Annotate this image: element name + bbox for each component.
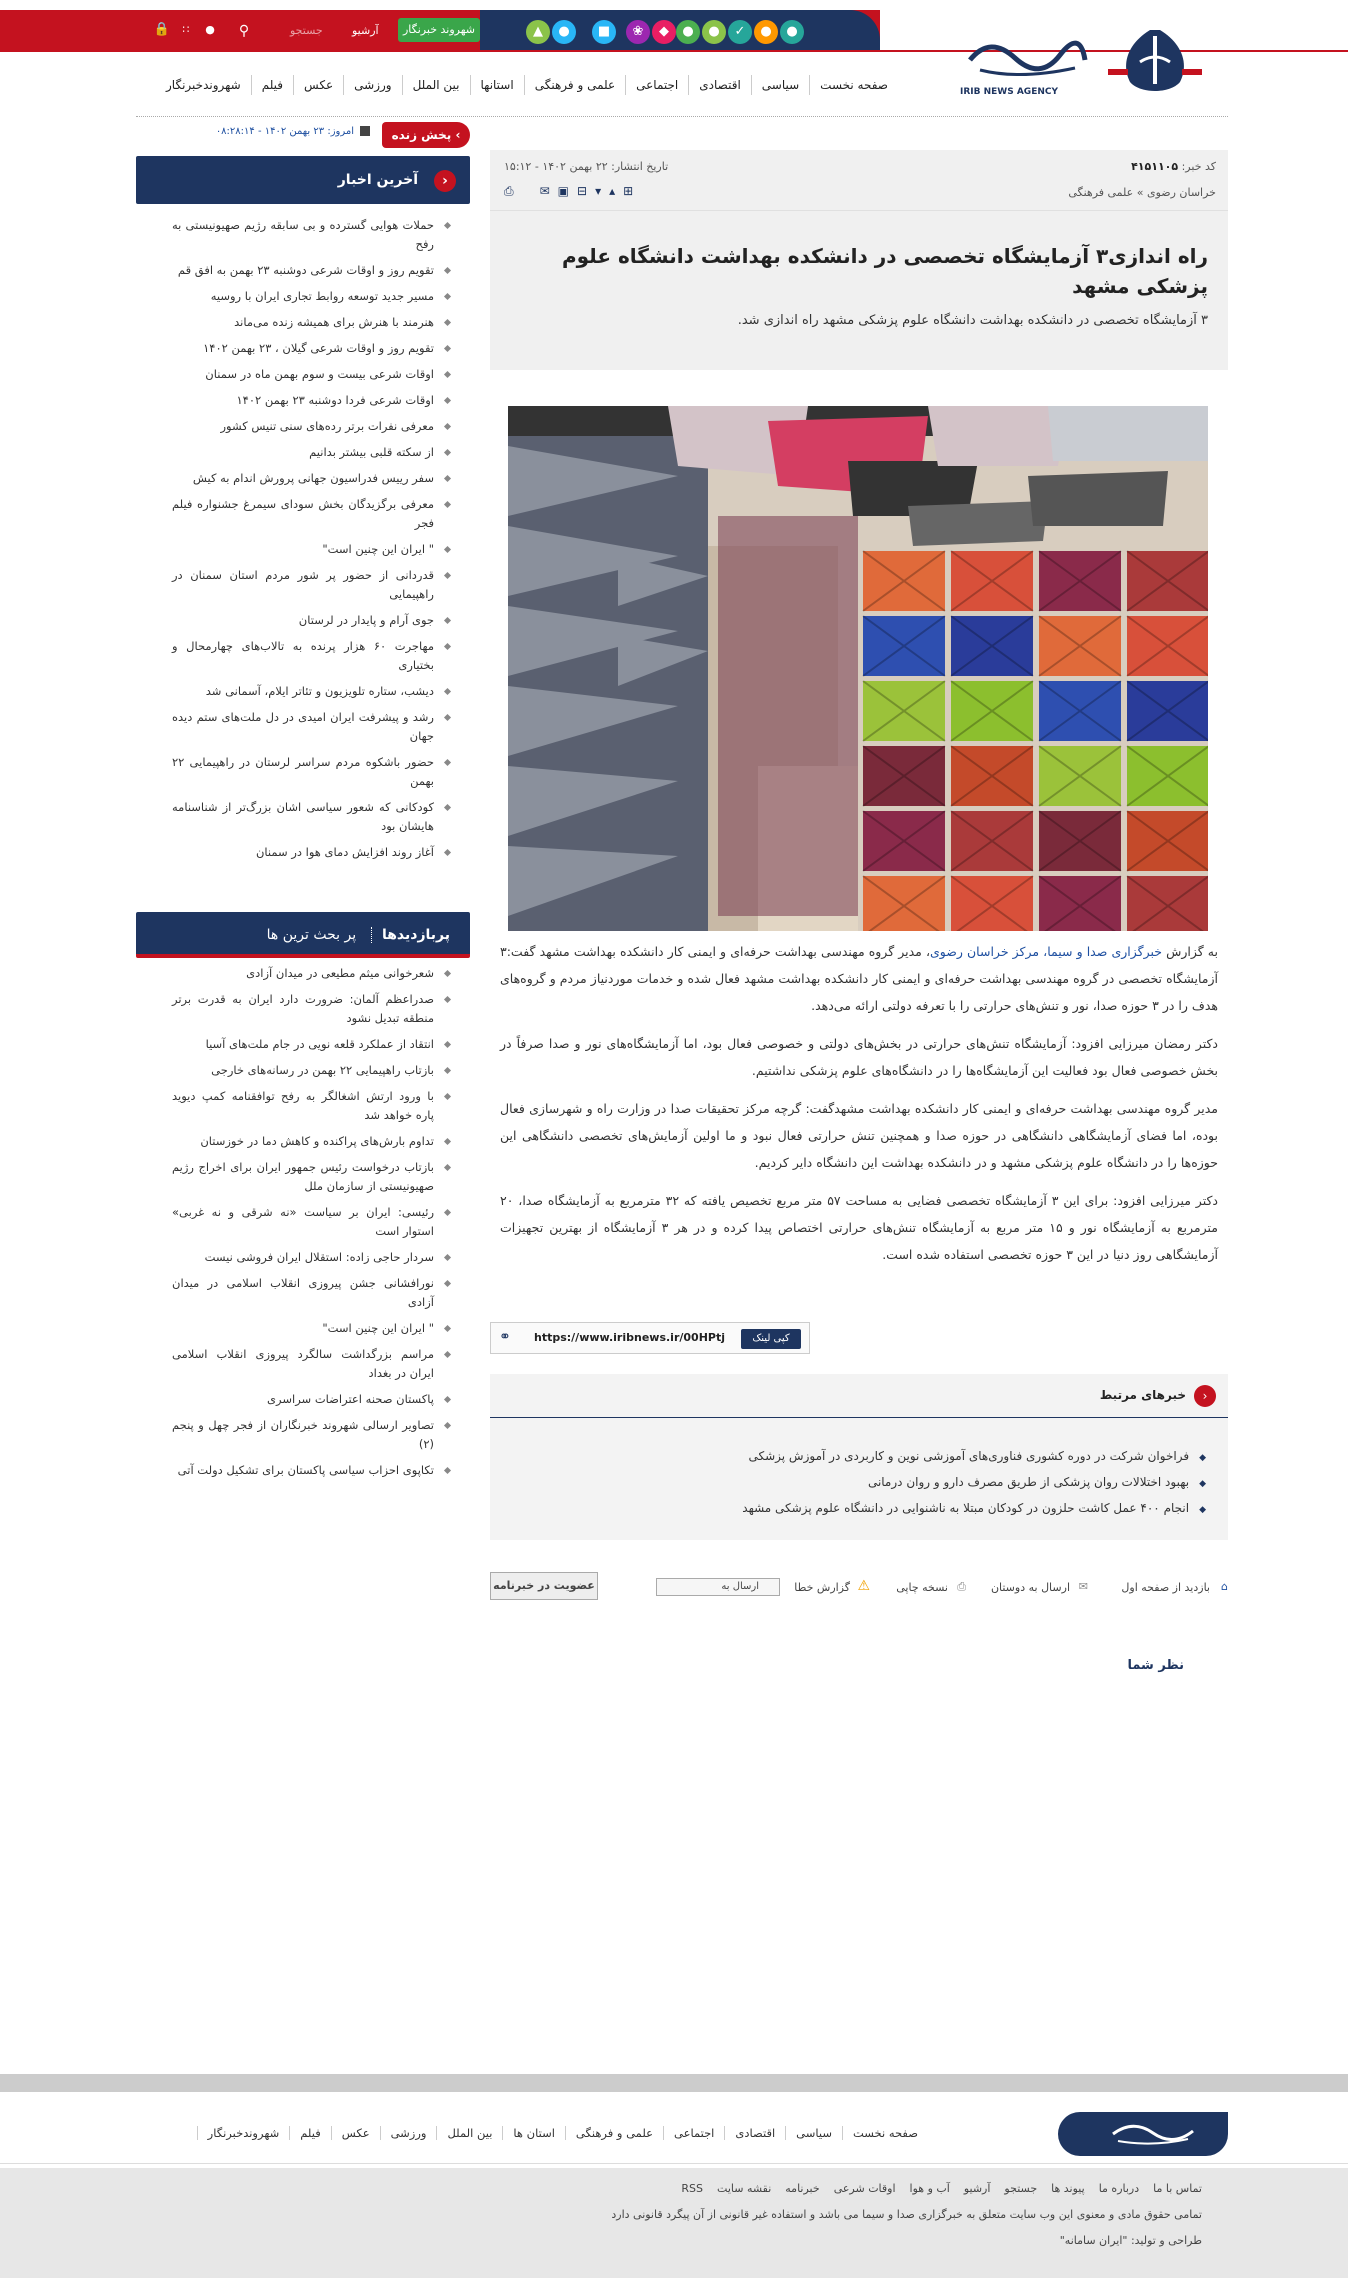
main-nav: [156, 72, 898, 98]
popular-item[interactable]: نورافشانی جشن پیروزی انقلاب اسلامی در میدان آزادی: [136, 1272, 470, 1317]
latest-news-item[interactable]: حضور باشکوه مردم سراسر لرستان در راهپیمایی ۲۲ بهمن: [136, 751, 470, 796]
footer-logo[interactable]: [1058, 2112, 1228, 2156]
latest-news-item[interactable]: مهاجرت ۶۰ هزار پرنده به تالاب‌های چهارمحال و بختیاری: [136, 635, 470, 680]
news-code: [1131, 160, 1216, 173]
archive-link[interactable]: آرشیو: [352, 24, 379, 37]
app-icon-6[interactable]: ✓: [728, 20, 752, 44]
related-item-text: فراخوان شرکت در دوره کشوری فناوری‌های آموزشی نوین و کاربردی در آموزش پزشکی: [748, 1449, 1190, 1463]
latest-news-item[interactable]: آغاز روند افزایش دمای هوا در سمنان: [136, 841, 470, 867]
send-friends-link[interactable]: ارسال به دوستان: [990, 1581, 1070, 1594]
print-icon[interactable]: ⎙: [504, 184, 514, 198]
share-label: ارسال به: [721, 1581, 759, 1592]
related-item[interactable]: [490, 1444, 1206, 1470]
latest-news-item[interactable]: مسیر جدید توسعه روابط تجاری ایران با روسیه: [136, 285, 470, 311]
font-increase-icon[interactable]: ⊞: [623, 184, 634, 198]
footer-nav-item[interactable]: ورزشی: [380, 2126, 437, 2140]
news-code-value: ۴۱۵۱۱۰۵: [1131, 160, 1179, 173]
popular-item[interactable]: پاکستان صحنه اعتراضات سراسری: [136, 1388, 470, 1414]
latest-news-item[interactable]: تقویم روز و اوقات شرعی گیلان ، ۲۳ بهمن ۱۴۰۲: [136, 337, 470, 363]
nav-science-culture[interactable]: علمی و فرهنگی: [524, 75, 625, 95]
footer-nav: [0, 2110, 1348, 2164]
report-error-link[interactable]: گزارش خطا: [794, 1581, 850, 1594]
related-item[interactable]: [490, 1496, 1206, 1522]
latest-news-item[interactable]: معرفی نفرات برتر رده‌های سنی تنیس کشور: [136, 415, 470, 441]
footer-link[interactable]: RSS: [681, 2182, 704, 2195]
popular-box: [136, 912, 470, 1485]
live-label: پخش زنده: [391, 128, 452, 142]
footer-nav-item[interactable]: علمی و فرهنگی: [565, 2126, 663, 2140]
android-icon[interactable]: ▲: [526, 20, 550, 44]
footer-nav-item[interactable]: عکس: [331, 2126, 380, 2140]
app-icon-5[interactable]: ●: [702, 20, 726, 44]
diamond-bullet-icon: ◆: [1199, 1479, 1206, 1489]
app-icon-7[interactable]: ●: [754, 20, 778, 44]
search-icon[interactable]: ⚲: [238, 23, 250, 39]
chevron-icon: ‹: [434, 170, 456, 192]
nav-social[interactable]: اجتماعی: [625, 75, 688, 95]
diamond-bullet-icon: ◆: [1199, 1453, 1206, 1463]
footer-top-band: [0, 2074, 1348, 2092]
latest-news-item[interactable]: دیشب، ستاره تلویزیون و تئاتر ایلام، آسمانی شد: [136, 680, 470, 706]
footer-link[interactable]: درباره ما: [1098, 2182, 1140, 2195]
send-friends-icon[interactable]: ✉: [1078, 1580, 1088, 1593]
date-bar: [150, 126, 370, 144]
latest-news-item[interactable]: اوقات شرعی فردا دوشنبه ۲۳ بهمن ۱۴۰۲: [136, 389, 470, 415]
citizen-reporter-button[interactable]: شهروند خبرنگار: [398, 18, 480, 42]
popular-item[interactable]: سردار حاجی زاده: استقلال ایران فروشی نیست: [136, 1246, 470, 1272]
short-link-box: [490, 1322, 810, 1354]
popular-item[interactable]: تصاویر ارسالی شهروند خبرنگاران از فجر چهل و پنجم (۲): [136, 1414, 470, 1459]
footer-bottom: [0, 2168, 1348, 2278]
tab-most-viewed[interactable]: پربازدیدها: [371, 927, 450, 943]
nav-international[interactable]: بین الملل: [402, 75, 470, 95]
latest-news-item[interactable]: معرفی برگزیدگان بخش سودای سیمرغ جشنواره فیلم فجر: [136, 493, 470, 538]
link-icon: ⚭: [499, 1329, 511, 1345]
brand-calligraphy-icon: [960, 30, 1090, 90]
p1-text: ، مدیر گروه مهندسی بهداشت حرفه‌ای و ایمنی کار دانشکده بهداشت مشهد گفت:۳ آزمایشگاه تخصصی در گروه مهندسی بهداشت حرفه‌ای و ایمنی کار دانشکده بهداشت مشهد فعال شده و خدمات موردنیاز مردم و گروه‌های هدف را در ۳ حوزه صدا، نور و تنش‌های حرارتی را با تعرفه دولتی ارائه می‌دهد.: [500, 944, 1218, 1013]
footer-rights: تمامی حقوق مادی و معنوی این وب سایت متعلق به خبرگزاری صدا و سیما می باشد و استفاده غیر قانونی از آن پیگرد قانونی دارد: [611, 2208, 1202, 2221]
footer-nav-links: [197, 2126, 928, 2140]
live-button[interactable]: [382, 122, 470, 148]
app-icon-3[interactable]: ◆: [652, 20, 676, 44]
latest-news-item[interactable]: جوی آرام و پایدار در لرستان: [136, 609, 470, 635]
chevron-left-icon: ‹: [455, 128, 461, 142]
footer-nav-item[interactable]: شهروندخبرنگار: [197, 2126, 290, 2140]
app-icon-4[interactable]: ●: [676, 20, 700, 44]
article-title: راه اندازی۳ آزمایشگاه تخصصی در دانشکده بهداشت دانشگاه علوم پزشکی مشهد: [561, 244, 1208, 298]
footer-logo-calligraphy-icon: [1108, 2119, 1198, 2149]
popular-item[interactable]: تکاپوی احزاب سیاسی پاکستان برای تشکیل دولت آتی: [136, 1459, 470, 1485]
warning-icon[interactable]: ⚠: [857, 1578, 870, 1594]
popular-item[interactable]: صدراعظم آلمان: ضرورت دارد ایران به قدرت برتر منطقه تبدیل نشود: [136, 988, 470, 1033]
newsletter-button[interactable]: عضویت در خبرنامه: [490, 1572, 598, 1600]
print-icon[interactable]: ⎙: [957, 1580, 966, 1593]
app-icon-1[interactable]: ■: [592, 20, 616, 44]
popular-item[interactable]: شعرخوانی میثم مطیعی در میدان آزادی: [136, 962, 470, 988]
popular-item[interactable]: " ایران این چنین است": [136, 1317, 470, 1343]
nav-video[interactable]: فیلم: [251, 75, 293, 95]
short-url[interactable]: https://www.iribnews.ir/00HPtj: [533, 1331, 725, 1344]
publish-date-label: تاریخ انتشار:: [611, 160, 669, 173]
related-item[interactable]: [490, 1470, 1206, 1496]
tab-most-discussed[interactable]: پر بحث ترین ها: [266, 927, 357, 943]
p1-prefix: به گزارش: [1166, 944, 1218, 959]
article-photo: [508, 406, 1208, 931]
side-tile-panel: [718, 516, 858, 916]
nav-home[interactable]: صفحه نخست: [809, 75, 898, 95]
footer-link[interactable]: پیوند ها: [1051, 2182, 1085, 2195]
footer-link[interactable]: خبرنامه: [785, 2182, 820, 2195]
popular-item[interactable]: بازتاب درخواست رئیس جمهور ایران برای اخراج رژیم صهیونیستی از سازمان ملل: [136, 1156, 470, 1201]
publish-date: [504, 160, 668, 173]
footer-links: [681, 2182, 1202, 2195]
related-header: [490, 1374, 1228, 1418]
footer-nav-item[interactable]: صفحه نخست: [842, 2126, 928, 2140]
latest-news-item[interactable]: سفر رییس فدراسیون جهانی پرورش اندام به کیش: [136, 467, 470, 493]
popular-item[interactable]: مراسم بزرگداشت سالگرد پیروزی انقلاب اسلامی ایران در بغداد: [136, 1343, 470, 1388]
popular-item[interactable]: انتقاد از عملکرد قلعه نویی در جام ملت‌های آسیا: [136, 1033, 470, 1059]
nav-politics[interactable]: سیاسی: [751, 75, 809, 95]
popular-header: [136, 912, 470, 958]
latest-news-item[interactable]: قدردانی از حضور پر شور مردم استان سمنان در راهپیمایی: [136, 564, 470, 609]
footer-link[interactable]: آب و هوا: [909, 2182, 950, 2195]
popular-item[interactable]: با ورود ارتش اشغالگر به رفح توافقنامه کمپ دیوید پاره خواهد شد: [136, 1085, 470, 1130]
latest-news-item[interactable]: حملات هوایی گسترده و بی سابقه رژیم صهیونیستی به رفح: [136, 214, 470, 259]
related-title: خبرهای مرتبط: [1099, 1388, 1186, 1402]
article: [490, 150, 1228, 1515]
latest-news-item[interactable]: اوقات شرعی بیست و سوم بهمن ماه در سمنان: [136, 363, 470, 389]
share-widget[interactable]: [656, 1578, 780, 1596]
apple-icon[interactable]: ●: [552, 20, 576, 44]
latest-news-item[interactable]: هنرمند با هنرش برای همیشه زنده می‌ماند: [136, 311, 470, 337]
article-tools: [504, 184, 633, 199]
latest-news-item[interactable]: از سکته قلبی بیشتر بدانیم: [136, 441, 470, 467]
nav-sports[interactable]: ورزشی: [343, 75, 401, 95]
latest-news-header: [136, 156, 470, 204]
popular-item[interactable]: تداوم بارش‌های پراکنده و کاهش دما در خوزستان: [136, 1130, 470, 1156]
latest-news-item[interactable]: تقویم روز و اوقات شرعی دوشنبه ۲۳ بهمن به افق قم: [136, 259, 470, 285]
article-category[interactable]: خراسان رضوی » علمی فرهنگی: [1068, 186, 1216, 199]
related-item-text: انجام ۴۰۰ عمل کاشت حلزون در کودکان مبتلا به ناشنوایی در دانشگاه علوم پزشکی مشهد: [742, 1501, 1190, 1515]
popular-item[interactable]: بازتاب راهپیمایی ۲۲ بهمن در رسانه‌های خارجی: [136, 1059, 470, 1085]
popular-item[interactable]: رئیسی: ایران بر سیاست «نه شرقی و نه غربی» استوار است: [136, 1201, 470, 1246]
comments-title: نظر شما: [1127, 1658, 1184, 1673]
footer-nav-item[interactable]: اجتماعی: [663, 2126, 724, 2140]
search-input[interactable]: جستجو: [290, 24, 323, 37]
footer-design: طراحی و تولید: "ایران سامانه": [1059, 2234, 1202, 2247]
article-meta: [490, 150, 1228, 210]
popular-list: [136, 958, 470, 1485]
home-icon[interactable]: ⌂: [1221, 1580, 1228, 1593]
brand-english: IRIB NEWS AGENCY: [960, 87, 1058, 97]
nav-citizen[interactable]: شهروندخبرنگار: [166, 78, 241, 92]
font-decrease-icon[interactable]: ⊟: [577, 184, 588, 198]
footer-link[interactable]: آرشیو: [963, 2182, 991, 2195]
source-link[interactable]: خبرگزاری صدا و سیما، مرکز خراسان رضوی: [930, 944, 1162, 959]
footer-link[interactable]: اوقات شرعی: [833, 2182, 896, 2195]
footer-link[interactable]: نقشه سایت: [717, 2182, 772, 2195]
news-code-label: کد خبر:: [1181, 160, 1216, 173]
app-icon-8[interactable]: ●: [780, 20, 804, 44]
chevron-icon: ‹: [1194, 1385, 1216, 1407]
p2: دکتر رمضان میرزایی افزود: آزمایشگاه تنش‌های حرارتی در بخش‌های دولتی و خصوصی فعال بود، اما آزمایشگاه‌های نور و صدا صرفاً در بخش خصوصی فعال بود فعالیت این آزمایشگاه‌ها را در دانشگاه‌های علوم پزشکی نداشتیم.: [500, 1036, 1218, 1078]
save-icon[interactable]: ▣: [557, 184, 570, 198]
article-actions: [490, 1572, 1228, 1602]
brand-logo-text[interactable]: [960, 30, 1090, 100]
publish-date-value: ۲۲ بهمن ۱۴۰۲ - ۱۵:۱۲: [504, 160, 608, 173]
footer-nav-item[interactable]: سیاسی: [785, 2126, 842, 2140]
user-icon[interactable]: ●: [205, 23, 215, 36]
related-list: [490, 1418, 1228, 1522]
tile-grid: [718, 516, 1208, 931]
footer-link[interactable]: جستجو: [1004, 2182, 1038, 2195]
footer-nav-item[interactable]: بین الملل: [436, 2126, 502, 2140]
lock-icon[interactable]: 🔒: [153, 22, 171, 37]
footer-nav-item[interactable]: اقتصادی: [724, 2126, 785, 2140]
latest-news-list: [136, 204, 470, 867]
related-item-text: بهبود اختلالات روان پزشکی از طریق مصرف دارو و روان درمانی: [867, 1475, 1190, 1489]
font-up-icon[interactable]: ▴: [609, 184, 616, 198]
font-down-icon[interactable]: ▾: [595, 184, 602, 198]
email-icon[interactable]: ✉: [539, 184, 550, 198]
visit-home-link[interactable]: بازدید از صفحه اول: [1121, 1581, 1210, 1594]
article-lead: ۳ آزمایشگاه تخصصی در دانشکده بهداشت دانشگاه علوم پزشکی مشهد راه اندازی شد.: [737, 313, 1208, 328]
nav-divider: [136, 116, 1228, 117]
today-date: امروز: ۲۳ بهمن ۱۴۰۲ - ۰۸:۲۸:۱۴: [215, 126, 354, 137]
copy-link-button[interactable]: کپی لینک: [741, 1329, 801, 1349]
print-link[interactable]: نسخه چاپی: [896, 1581, 948, 1594]
footer-nav-item[interactable]: فیلم: [289, 2126, 330, 2140]
nav-provinces[interactable]: استانها: [470, 75, 524, 95]
rss-icon[interactable]: ∷: [182, 23, 190, 36]
app-icon-2[interactable]: ❀: [626, 20, 650, 44]
article-body: [500, 938, 1218, 1279]
p3: مدیر گروه مهندسی بهداشت حرفه‌ای و ایمنی کار دانشکده بهداشت مشهدگفت: گرچه مرکز تحقیقات صدا در وزارت راه و شهرسازی فعال بوده، اما فضای آزمایشگاهی دانشگاهی در حوزه صدا و همچنین تنش حرارتی فعال نبود و ما اولین آزمایش‌های تخصصی دانشگاهی این حوزه‌ها را در دانشگاه علوم پزشکی مشهد و در دانشکده بهداشت این دانشگاه دایر کردیم.: [500, 1101, 1218, 1170]
footer-link[interactable]: تماس با ما: [1153, 2182, 1202, 2195]
title-box: [490, 210, 1228, 370]
latest-news-box: [136, 156, 470, 867]
diamond-bullet-icon: ◆: [1199, 1505, 1206, 1515]
latest-news-item[interactable]: رشد و پیشرفت ایران امیدی در دل ملت‌های ستم دیده جهان: [136, 706, 470, 751]
irib-emblem-logo[interactable]: [1100, 22, 1210, 102]
p4: دکتر میرزایی افزود: برای این ۳ آزمایشگاه تخصصی فضایی به مساحت ۵۷ متر مربع تخصیص یافته که ۳۲ مترمربع به آزمایشگاه صدا، ۲۰ مترمربع به آزمایشگاه نور و ۱۵ متر مربع به آزمایشگاه تنش‌های حرارتی اختصاص پیدا کرده و در هر ۳ آزمایشگاه از بهترین تجهیزات آزمایشگاهی روز دنیا در این ۳ حوزه تخصصی استفاده شده است.: [500, 1193, 1218, 1262]
clock-icon: [360, 126, 370, 136]
footer-nav-item[interactable]: استان ها: [502, 2126, 564, 2140]
latest-news-item[interactable]: کودکانی که شعور سیاسی اشان بزرگ‌تر از شناسنامه هایشان بود: [136, 796, 470, 841]
latest-news-item[interactable]: " ایران این چنین است": [136, 538, 470, 564]
related-news: [490, 1374, 1228, 1540]
latest-news-title: آخرین اخبار: [337, 172, 418, 188]
nav-photo[interactable]: عکس: [293, 75, 343, 95]
nav-economy[interactable]: اقتصادی: [688, 75, 751, 95]
